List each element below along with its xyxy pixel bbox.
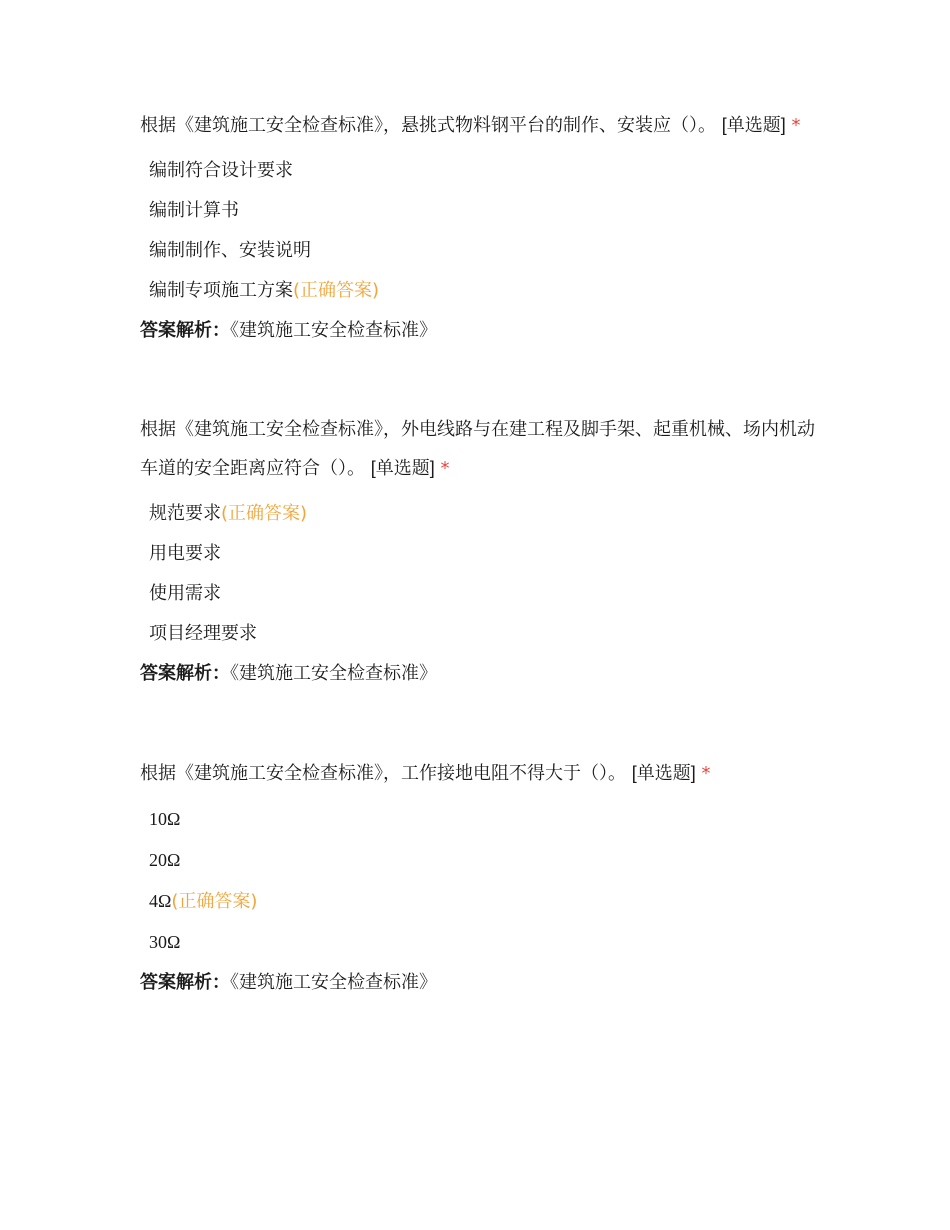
question-stem: 根据《建筑施工安全检查标准》，外电线路与在建工程及脚手架、起重机械、场内机动车道的安全距离应符合（）。 <box>140 419 815 479</box>
correct-answer-tag: (正确答案) <box>293 280 380 301</box>
option-item[interactable] <box>140 799 820 840</box>
answer-analysis <box>140 311 820 351</box>
question-type: [单选题] <box>721 115 786 135</box>
analysis-text: 《建筑施工安全检查标准》 <box>230 972 437 993</box>
options-list <box>140 494 820 654</box>
question-3 <box>140 754 820 1003</box>
option-item[interactable] <box>140 922 820 963</box>
option-item[interactable] <box>140 151 820 191</box>
question-text <box>140 411 820 488</box>
analysis-label: 答案解析： <box>140 972 230 993</box>
question-text <box>140 106 820 145</box>
answer-analysis <box>140 963 820 1003</box>
option-label: 编制计算书 <box>149 200 239 221</box>
question-2 <box>140 411 820 694</box>
option-label: 使用需求 <box>149 583 221 604</box>
question-type: [单选题] <box>370 458 435 478</box>
option-label: 4Ω <box>149 891 172 911</box>
option-label: 10Ω <box>149 809 181 829</box>
required-mark: * <box>440 458 450 479</box>
option-item[interactable] <box>140 191 820 231</box>
option-label: 项目经理要求 <box>149 623 257 644</box>
analysis-label: 答案解析： <box>140 663 230 684</box>
option-item[interactable] <box>140 494 820 534</box>
required-mark: * <box>701 763 711 784</box>
analysis-text: 《建筑施工安全检查标准》 <box>230 320 437 341</box>
option-item[interactable] <box>140 534 820 574</box>
required-mark: * <box>791 115 801 136</box>
answer-analysis <box>140 654 820 694</box>
option-item[interactable] <box>140 881 820 922</box>
question-type: [单选题] <box>631 763 696 783</box>
question-stem: 根据《建筑施工安全检查标准》，工作接地电阻不得大于（）。 <box>140 763 626 784</box>
option-item[interactable] <box>140 614 820 654</box>
analysis-text: 《建筑施工安全检查标准》 <box>230 663 437 684</box>
option-label: 规范要求 <box>149 503 221 524</box>
option-label: 30Ω <box>149 932 181 952</box>
options-list <box>140 151 820 311</box>
question-1 <box>140 106 820 351</box>
correct-answer-tag: (正确答案) <box>171 891 258 912</box>
option-label: 20Ω <box>149 850 181 870</box>
option-label: 编制制作、安装说明 <box>149 240 311 261</box>
option-item[interactable] <box>140 840 820 881</box>
options-list <box>140 799 820 963</box>
option-item[interactable] <box>140 271 820 311</box>
analysis-label: 答案解析： <box>140 320 230 341</box>
option-item[interactable] <box>140 574 820 614</box>
option-label: 编制符合设计要求 <box>149 160 293 181</box>
question-text <box>140 754 820 793</box>
option-label: 编制专项施工方案 <box>149 280 293 301</box>
option-item[interactable] <box>140 231 820 271</box>
exam-page <box>140 106 820 1063</box>
question-stem: 根据《建筑施工安全检查标准》，悬挑式物料钢平台的制作、安装应（）。 <box>140 115 716 136</box>
correct-answer-tag: (正确答案) <box>221 503 308 524</box>
option-label: 用电要求 <box>149 543 221 564</box>
